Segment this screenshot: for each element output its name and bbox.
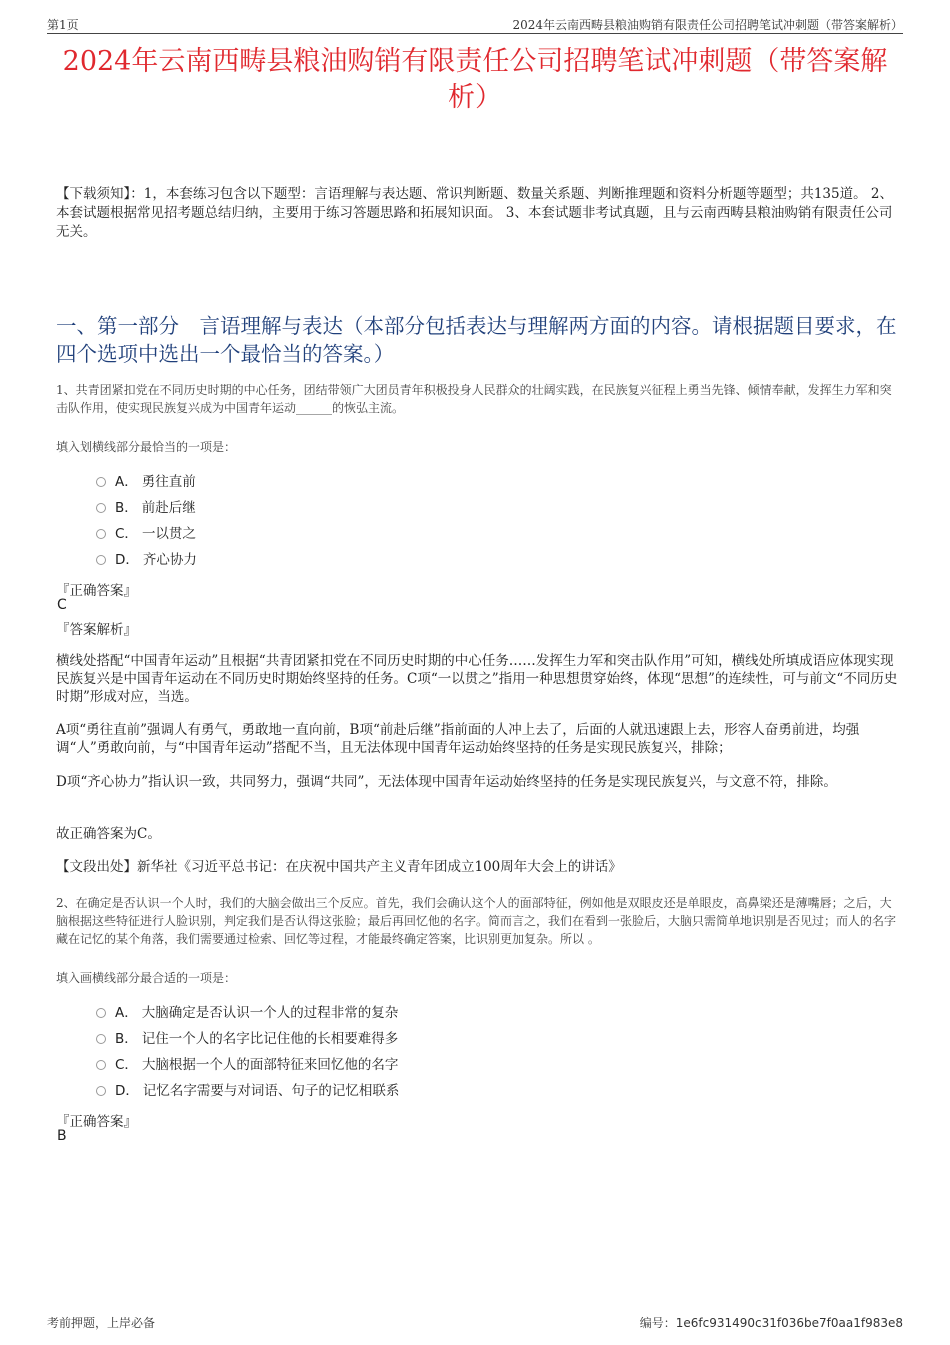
- footer-code-label: 编号：: [639, 1316, 676, 1330]
- option-b[interactable]: [96, 1024, 399, 1050]
- footer-code-value: 1e6fc931490c31f036be7f0aa1f983e8: [675, 1316, 903, 1330]
- question-2-prompt: 填入画横线部分最合适的一项是：: [56, 971, 237, 985]
- page-header: [47, 16, 903, 34]
- option-text: 大脑根据一个人的面部特征来回忆他的名字: [141, 1057, 399, 1073]
- footer-slogan: 考前押题，上岸必备: [47, 1316, 156, 1330]
- option-a[interactable]: [96, 467, 197, 493]
- radio-icon[interactable]: [96, 1034, 106, 1044]
- radio-icon[interactable]: [96, 555, 106, 565]
- option-letter: C．: [115, 1057, 138, 1073]
- analysis-paragraph: 横线处搭配“中国青年运动”且根据“共青团紧扣党在不同历史时期的中心任务……发挥生力军和突击队作用”可知，横线处所填成语应体现实现民族复兴是中国青年运动在不同历史时期始终坚持的任务。C项“一以贯之”指用一种思想贯穿始终，体现“思想”的连续性，可与前文“不同历史时期”形成对应，当选。: [56, 653, 898, 705]
- header-divider: [47, 33, 903, 34]
- option-text: 记住一个人的名字比记住他的长相要难得多: [141, 1031, 399, 1047]
- option-text: 记忆名字需要与对词语、句子的记忆相联系: [142, 1083, 400, 1099]
- option-c[interactable]: [96, 1050, 399, 1076]
- question-1-analysis-label: 『答案解析』: [56, 622, 137, 638]
- option-d[interactable]: [96, 1076, 399, 1102]
- question-1-options: [96, 467, 197, 571]
- option-letter: A．: [115, 474, 138, 490]
- question-2-options: [96, 998, 399, 1102]
- analysis-paragraph: A项“勇往直前”强调人有勇气，勇敢地一直向前，B项“前赴后继”指前面的人冲上去了，后面的人就迅速跟上去，形容人奋勇前进，均强调“人”勇敢向前，与“中国青年运动”搭配不当，且无法体现中国青年运动始终坚持的任务是实现民族复兴，排除；: [56, 722, 860, 756]
- analysis-conclusion: 故正确答案为C。: [56, 826, 161, 842]
- option-b[interactable]: [96, 493, 197, 519]
- option-d[interactable]: [96, 545, 197, 571]
- header-doc-title: 2024年云南西畴县粮油购销有限责任公司招聘笔试冲刺题（带答案解析）: [512, 18, 903, 32]
- option-text: 勇往直前: [141, 474, 196, 490]
- radio-icon[interactable]: [96, 1008, 106, 1018]
- source-citation: 【文段出处】新华社《习近平总书记：在庆祝中国共产主义青年团成立100周年大会上的讲话》: [56, 859, 622, 875]
- radio-icon[interactable]: [96, 503, 106, 513]
- option-letter: B．: [115, 1031, 138, 1047]
- radio-icon[interactable]: [96, 1086, 106, 1096]
- option-c[interactable]: [96, 519, 197, 545]
- radio-icon[interactable]: [96, 529, 106, 539]
- footer-code: [640, 1314, 903, 1331]
- question-2-stem: 2、在确定是否认识一个人时，我们的大脑会做出三个反应。首先，我们会确认这个人的面部特征，例如他是双眼皮还是单眼皮，高鼻梁还是薄嘴唇；之后，大脑根据这些特征进行人脸识别，判定我们是否认得这张脸；最后再回忆他的名字。简而言之，我们在看到一张脸后，大脑只需简单地识别是否见过；而人的名字藏在记忆的某个角落，我们需要通过检索、回忆等过程，才能最终确定答案，比识别更加复杂。所以 。: [56, 896, 897, 946]
- option-text: 齐心协力: [142, 552, 197, 568]
- download-notice: 【下载须知】：1，本套练习包含以下题型：言语理解与表达题、常识判断题、数量关系题、判断推理题和资料分析题等题型；共135道。 2、本套试题根据常见招考题总结归纳，主要用于练习答题思路和拓展知识面。 3、本套试题非考试真题，且与云南西畴县粮油购销有限责任公司无关。: [56, 186, 893, 240]
- analysis-paragraph: D项“齐心协力”指认识一致，共同努力，强调“共同”，无法体现中国青年运动始终坚持的任务是实现民族复兴，与文意不符，排除。: [56, 774, 837, 790]
- question-1-answer-label: 『正确答案』: [56, 583, 137, 599]
- option-text: 一以贯之: [141, 526, 196, 542]
- question-2-answer-label: 『正确答案』: [56, 1114, 137, 1130]
- question-2-answer: B: [57, 1128, 67, 1144]
- option-text: 大脑确定是否认识一个人的过程非常的复杂: [141, 1005, 399, 1021]
- option-text: 前赴后继: [141, 500, 196, 516]
- document-title: 2024年云南西畴县粮油购销有限责任公司招聘笔试冲刺题（带答案解析）: [62, 46, 888, 113]
- question-1-answer: C: [57, 597, 67, 613]
- option-letter: A．: [115, 1005, 138, 1021]
- option-letter: D．: [115, 552, 139, 568]
- question-1-stem: 1、共青团紧扣党在不同历史时期的中心任务，团结带领广大团员青年积极投身人民群众的壮阔实践，在民族复兴征程上勇当先锋、倾情奉献，发挥生力军和突击队作用，使实现民族复兴成为中国青年运动______的恢弘主流。: [56, 383, 892, 415]
- option-letter: C．: [115, 526, 138, 542]
- section-heading: 一、第一部分 言语理解与表达（本部分包括表达与理解两方面的内容。请根据题目要求，在四个选项中选出一个最恰当的答案。）: [56, 314, 897, 366]
- option-letter: B．: [115, 500, 138, 516]
- question-1-prompt: 填入划横线部分最恰当的一项是：: [56, 440, 237, 454]
- radio-icon[interactable]: [96, 477, 106, 487]
- option-letter: D．: [115, 1083, 139, 1099]
- page-number: 第1页: [47, 18, 79, 32]
- radio-icon[interactable]: [96, 1060, 106, 1070]
- option-a[interactable]: [96, 998, 399, 1024]
